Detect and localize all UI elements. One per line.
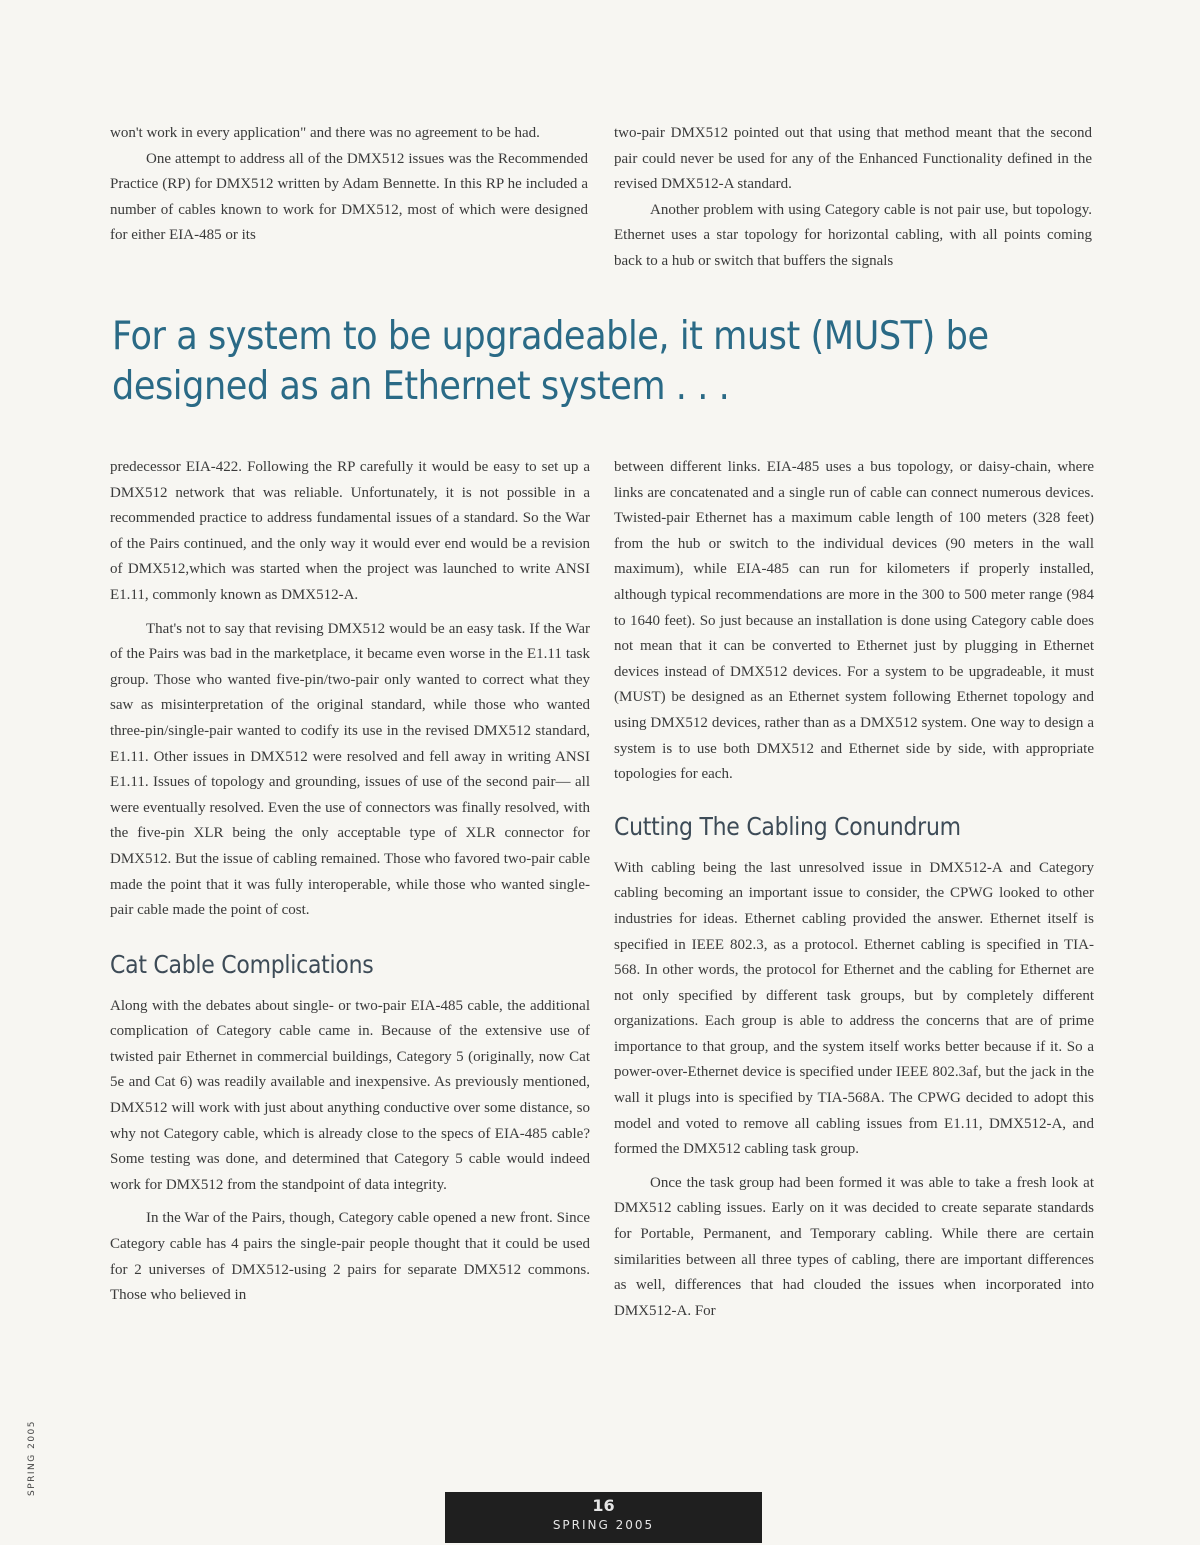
paragraph: One attempt to address all of the DMX512 issues was the Recommended Practice (RP) for DMX512 written by Adam Bennette. In this RP he included a number of cables known to work for DMX512, most of which were designed for either EIA-485 or its bbox=[110, 150, 588, 244]
paragraph: Once the task group had been formed it was able to take a fresh look at DMX512 cabling issues. Early on it was decided to create separate standards for Portable, Permanent, and Temporary cabling. While there are certain similarities between all three types of cabling, there are important differences as well, differences that had clouded the issues when incorporated into DMX512-A. For bbox=[614, 1174, 1094, 1319]
page-folio bbox=[445, 1492, 762, 1543]
pull-quote-line-1: For a system to be upgradeable, it must (MUST) be bbox=[112, 314, 989, 359]
top-right-column bbox=[614, 121, 1092, 275]
paragraph: Another problem with using Category cable is not pair use, but topology. Ethernet uses a star topology for horizontal cabling, with all points coming back to a hub or switch that buffers the signals bbox=[614, 201, 1092, 269]
side-issue-label: SPRING 2005 bbox=[27, 1419, 37, 1497]
bottom-left-column bbox=[110, 455, 590, 1309]
paragraph: In the War of the Pairs, though, Category cable opened a new front. Since Category cable has 4 pairs the single-pair people thought that it could be used for 2 universes of DMX512-using 2 pairs for separate DMX512 commons. Those who believed in bbox=[110, 1210, 590, 1304]
paragraph: two-pair DMX512 pointed out that using that method meant that the second pair could never be used for any of the Enhanced Functionality defined in the revised DMX512-A standard. bbox=[614, 125, 1092, 193]
paragraph: predecessor EIA-422. Following the RP carefully it would be easy to set up a DMX512 network that was reliable. Unfortunately, it is not possible in a recommended practice to address fundamental issues of a standard. So the War of the Pairs continued, and the only way it would ever end would be a revision of DMX512,which was started when the project was launched to write ANSI E1.11, commonly known as DMX512-A. bbox=[110, 459, 590, 603]
section-heading-cat-cable: Cat Cable Complications bbox=[110, 949, 374, 979]
paragraph: Along with the debates about single- or two-pair EIA-485 cable, the additional complication of Category cable came in. Because of the extensive use of twisted pair Ethernet in commercial buildings, Category 5 (originally, now Cat 5e and Cat 6) was readily available and inexpensive. As previously mentioned, DMX512 will work with just about anything conductive over some distance, so why not Category cable, which is already close to the specs of EIA-485 cable? Some testing was done, and determined that Category 5 cable would indeed work for DMX512 from the standpoint of data integrity. bbox=[110, 997, 590, 1193]
section-heading-cabling-conundrum: Cutting The Cabling Conundrum bbox=[614, 811, 961, 841]
top-left-column bbox=[110, 121, 588, 249]
pull-quote bbox=[112, 312, 1112, 412]
paragraph: between different links. EIA-485 uses a bus topology, or daisy-chain, where links are concatenated and a single run of cable can connect numerous devices. Twisted-pair Ethernet has a maximum cable length of 100 meters (328 feet) from the hub or switch to the individual devices (90 meters in the wall maximum), while EIA-485 can run for kilometers if properly installed, although typical recommendations are more in the 300 to 500 meter range (984 to 1640 feet). So just because an installation is done using Category cable does not mean that it can be converted to Ethernet just by plugging in Ethernet devices instead of DMX512 devices. For a system to be upgradeable, it must (MUST) be designed as an Ethernet system following Ethernet topology and using DMX512 devices, rather than as a DMX512 system. One way to design a system is to use both DMX512 and Ethernet side by side, with appropriate topologies for each. bbox=[614, 459, 1094, 783]
issue-label: SPRING 2005 bbox=[552, 1518, 655, 1532]
paragraph: won't work in every application" and there was no agreement to be had. bbox=[110, 125, 540, 141]
page-number: 16 bbox=[592, 1496, 615, 1515]
pull-quote-line-2: designed as an Ethernet system . . . bbox=[112, 364, 730, 409]
paragraph: That's not to say that revising DMX512 would be an easy task. If the War of the Pairs was bad in the marketplace, it became even worse in the E1.11 task group. Those who wanted five-pin/two-pair only wanted to correct what they saw as misinterpretation of the original standard, while those who wanted three-pin/single-pair wanted to codify its use in the revised DMX512 standard, E1.11. Other issues in DMX512 were resolved and fell away in writing ANSI E1.11. Issues of topology and grounding, issues of use of the second pair— all were eventually resolved. Even the use of connectors was finally resolved, with the five-pin XLR being the only acceptable type of XLR connector for DMX512. But the issue of cabling remained. Those who favored two-pair cable made the point that it was fully interoperable, while those who wanted single-pair cable made the point of cost. bbox=[110, 620, 590, 919]
paragraph: With cabling being the last unresolved issue in DMX512-A and Category cabling becoming an important issue to consider, the CPWG looked to other industries for ideas. Ethernet cabling provided the answer. Ethernet itself is specified in IEEE 802.3, as a protocol. Ethernet cabling is specified in TIA-568. In other words, the protocol for Ethernet and the cabling for Ethernet are not only specified by different task groups, but by completely different organizations. Each group is able to address the concerns that are of prime importance to that group, and the system itself works better because if it. So a power-over-Ethernet device is specified under IEEE 802.3af, but the jack in the wall it plugs into is specified by TIA-568A. The CPWG decided to adopt this model and voted to remove all cabling issues from E1.11, DMX512-A, and formed the DMX512 cabling task group. bbox=[614, 859, 1094, 1158]
bottom-right-column bbox=[614, 455, 1094, 1324]
